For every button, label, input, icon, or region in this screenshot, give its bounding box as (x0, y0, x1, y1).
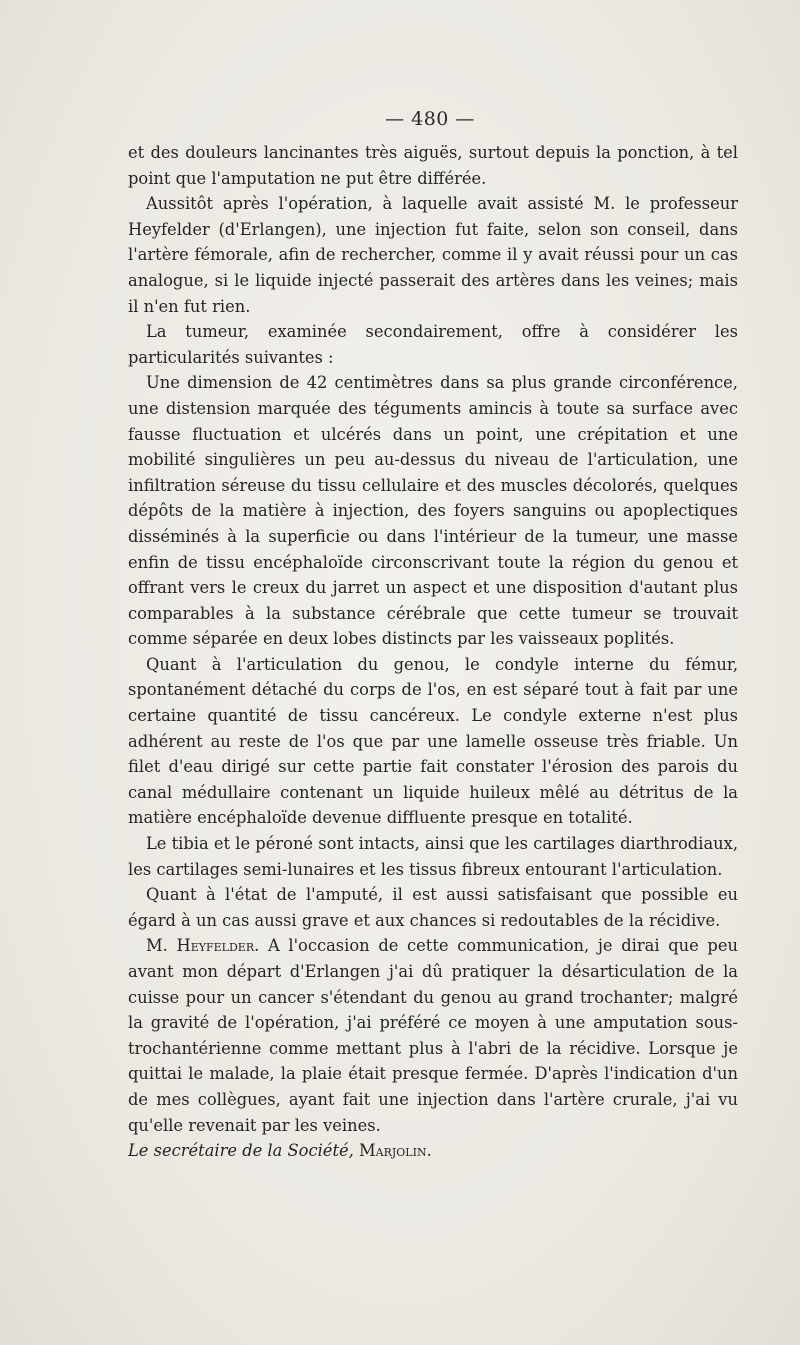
page-number: — 480 — (385, 108, 475, 130)
paragraph: Une dimension de 42 centimètres dans sa plus grande circonférence, une distension marquée des téguments amincis à toute sa surface avec fausse fluctuation et ulcérés dans un point, une crépitation et une mobilité singulières un peu au-dessus du niveau de l'articulation, une infiltration séreuse du tissu cellulaire et des muscles décolorés, quelques dépôts de la matière à injection, des foyers sanguins ou apoplectiques disséminés à la superficie ou dans l'intérieur de la tumeur, une masse enfin de tissu encéphaloïde circonscrivant toute la région du genou et offrant vers le creux du jarret un aspect et une disposition d'autant plus comparables à la substance cérébrale que cette tumeur se trouvait comme séparée en deux lobes distincts par les vaisseaux poplités. (128, 373, 738, 649)
speaker-name: M. Heyfelder. (146, 936, 260, 956)
paragraph: Le tibia et le péroné sont intacts, ainsi que les cartilages diarthrodiaux, les cartilages semi-lunaires et les tissus fibreux entourant l'articulation. (128, 834, 738, 879)
paragraph: Quant à l'articulation du genou, le condyle interne du fémur, spontanément détaché du corps de l'os, en est séparé tout à fait par une certaine quantité de tissu cancéreux. Le condyle externe n'est plus adhérent au reste de l'os que par une lamelle osseuse très friable. Un filet d'eau dirigé sur cette partie fait constater l'érosion des parois du canal médullaire contenant un liquide huileux mêlé au détritus de la matière encéphaloïde devenue diffluente presque en totalité. (128, 654, 738, 828)
speaker-text: A l'occasion de cette communication, je dirai que peu avant mon départ d'Erlangen j'ai dû pratiquer la désarticulation de la cuisse pour un cancer s'étendant du genou au grand trochanter; malgré la gravité de l'opération, j'ai préféré ce moyen à une amputation sous-trochantérienne comme mettant plus à l'abri de la récidive. Lorsque je quittai le malade, la plaie était presque fermée. D'après l'indication d'un de mes collègues, ayant fait une injection dans l'artère crurale, j'ai vu qu'elle revenait par les veines. (128, 936, 738, 1135)
signature (128, 1138, 738, 1164)
signature-title: Le secrétaire de la Société, (128, 1141, 354, 1161)
paragraph: Aussitôt après l'opération, à laquelle avait assisté M. le professeur Heyfelder (d'Erlangen), une injection fut faite, selon son conseil, dans l'artère fémorale, afin de rechercher, comme il y avait réussi pour un cas analogue, si le liquide injecté passerait des artères dans les veines; mais il n'en fut rien. (128, 194, 738, 316)
paragraph: La tumeur, examinée secondairement, offre à considérer les particularités suivantes : (128, 322, 738, 367)
heyfelder-paragraph (128, 933, 738, 1138)
paragraph: Quant à l'état de l'amputé, il est aussi satisfaisant que possible eu égard à un cas aussi grave et aux chances si redoutables de la récidive. (128, 885, 738, 930)
paragraph: et des douleurs lancinantes très aiguës, surtout depuis la ponction, à tel point que l'amputation ne put être différée. (128, 143, 738, 188)
body-text (128, 140, 738, 1164)
signature-name: Marjolin. (358, 1141, 432, 1161)
